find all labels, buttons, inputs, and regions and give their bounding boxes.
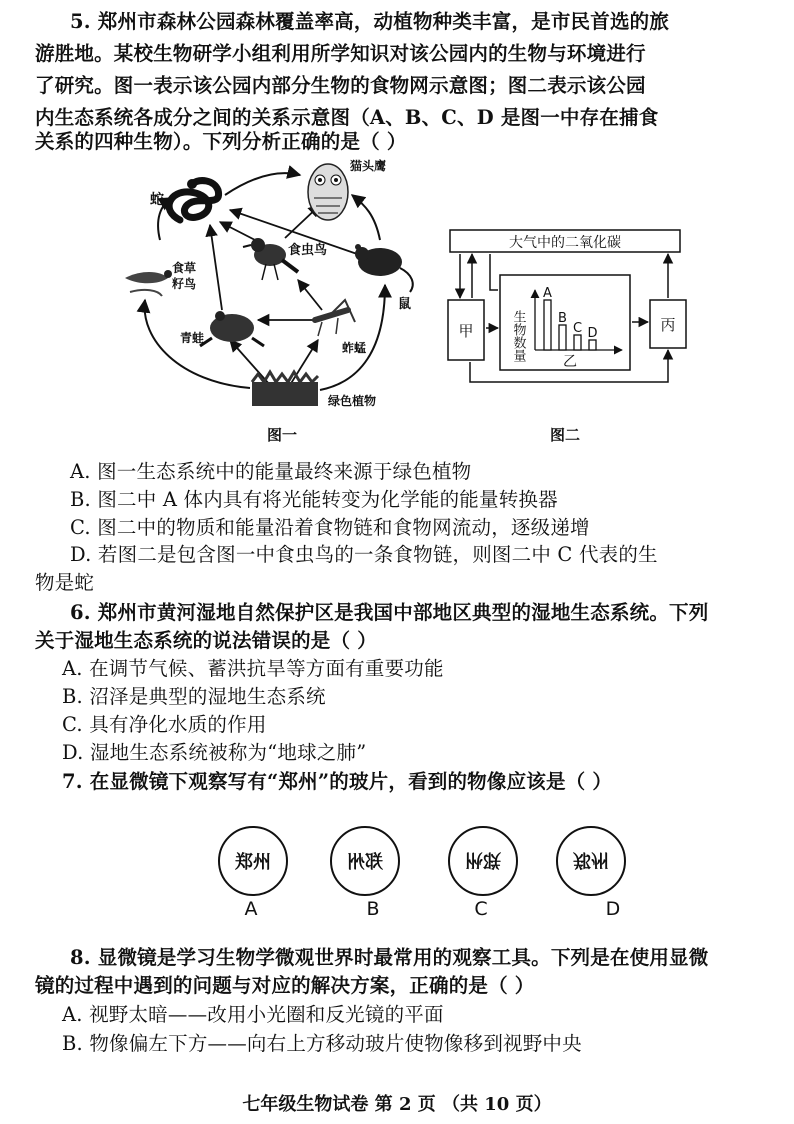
owl-icon — [308, 164, 348, 220]
q6-option-b: B. 沼泽是典型的湿地生态系统 — [62, 685, 326, 708]
frog-icon — [200, 311, 264, 346]
bing-label: 丙 — [660, 316, 676, 334]
arrow-frog-to-snake — [210, 225, 222, 310]
arrow-plant-to-mouse — [320, 285, 385, 390]
q5-stem-line: 5. 郑州市森林公园森林覆盖率高，动植物种类丰富，是市民首选的旅 — [70, 10, 670, 33]
label-snake: 蛇 — [150, 192, 164, 208]
bar-label-c: C — [572, 321, 583, 336]
q5-stem-line: 了研究。图一表示该公园内部分生物的食物网示意图；图二表示该公园 — [35, 74, 646, 97]
figure-2-ecosystem — [448, 230, 686, 444]
arrow-insectbird-to-snake — [220, 222, 255, 240]
arrow-yi-to-co2 — [490, 254, 498, 290]
bar-a — [544, 300, 551, 350]
bar-c — [574, 335, 581, 350]
q7-circle-a-text: 郑州 — [235, 852, 271, 873]
q5-stem-line: 内生态系统各成分之间的关系示意图（A、B、C、D 是图一中存在捕食 — [35, 106, 659, 129]
arrow-mouse-to-owl — [352, 195, 380, 240]
arrow-grasshopper-to-insectbird — [298, 280, 322, 310]
figure-1-food-web — [125, 158, 413, 444]
q7-circle-c[interactable] — [448, 826, 518, 896]
label-seedbird-1: 食草 — [172, 261, 197, 275]
label-grasshopper: 蚱蜢 — [342, 341, 367, 355]
q5-stem-line: 关系的四种生物）。下列分析正确的是（ ） — [35, 130, 407, 153]
q6-option-c: C. 具有净化水质的作用 — [62, 713, 267, 736]
label-mouse: 鼠 — [398, 297, 412, 312]
arrow-plant-to-frog — [230, 340, 270, 385]
q7-label-d: D — [605, 898, 621, 920]
label-plant: 绿色植物 — [328, 394, 377, 408]
bar-label-a: A — [543, 286, 552, 301]
label-owl: 猫头鹰 — [350, 159, 387, 173]
co2-label: 大气中的二氧化碳 — [509, 235, 621, 251]
q7-label-b: B — [366, 898, 380, 920]
q6-option-a: A. 在调节气候、蓄洪抗旱等方面有重要功能 — [62, 657, 444, 680]
bar-label-d: D — [587, 326, 598, 341]
q6-stem-line: 6. 郑州市黄河湿地自然保护区是我国中部地区典型的湿地生态系统。下列 — [70, 601, 709, 624]
q5-option-d: D. 若图二是包含图一中食虫鸟的一条食物链，则图二中 C 代表的生 — [70, 543, 658, 566]
q7-circle-c-text: 郑州 — [465, 849, 501, 870]
snake-icon — [169, 179, 218, 220]
bar-d — [589, 340, 596, 350]
arrow-snake-to-owl — [225, 173, 300, 195]
q6-option-d: D. 湿地生态系统被称为“地球之肺” — [62, 741, 367, 764]
q8-option-b: B. 物像偏左下方——向右上方移动玻片使物像移到视野中央 — [62, 1032, 582, 1055]
q7-label-c: C — [474, 898, 488, 920]
plant-icon — [252, 372, 318, 406]
q7-stem: 7. 在显微镜下观察写有“郑州”的玻片，看到的物像应该是（ ） — [62, 770, 613, 793]
label-insectbird: 食虫鸟 — [288, 243, 328, 258]
jia-label: 甲 — [458, 322, 474, 340]
label-frog: 青蛙 — [180, 331, 205, 345]
grasshopper-icon — [315, 300, 355, 336]
figure-1-caption: 图一 — [266, 426, 298, 444]
yi-ylabel: 生物数量 — [510, 310, 526, 362]
seedbird-icon — [125, 270, 172, 296]
q6-stem-line: 关于湿地生态系统的说法错误的是（ ） — [35, 629, 377, 652]
q5-option-a: A. 图一生态系统中的能量最终来源于绿色植物 — [70, 460, 472, 483]
q8-stem-line: 镜的过程中遇到的问题与对应的解决方案，正确的是（ ） — [35, 974, 535, 997]
q7-label-a: A — [244, 898, 258, 920]
page-footer: 七年级生物试卷 第 2 页 （共 10 页） — [242, 1094, 552, 1115]
q7-circle-a[interactable] — [218, 826, 288, 896]
label-seedbird-2: 籽鸟 — [172, 277, 197, 291]
mouse-icon — [355, 244, 413, 292]
q8-option-a: A. 视野太暗——改用小光圈和反光镜的平面 — [62, 1003, 444, 1026]
bar-label-b: B — [558, 311, 567, 326]
bar-b — [559, 325, 566, 350]
q5-figures — [0, 150, 794, 450]
q5-option-d-cont: 物是蛇 — [35, 571, 95, 594]
q5-stem-line: 游胜地。某校生物研学小组利用所学知识对该公园内的生物与环境进行 — [35, 42, 646, 65]
q8-stem-line: 8. 显微镜是学习生物学微观世界时最常用的观察工具。下列是在使用显微 — [70, 946, 709, 969]
q5-option-c: C. 图二中的物质和能量沿着食物链和食物网流动，逐级递增 — [70, 516, 590, 539]
q5-option-b: B. 图二中 A 体内具有将光能转变为化学能的能量转换器 — [70, 488, 558, 511]
yi-label: 乙 — [563, 354, 577, 370]
figure-2-caption: 图二 — [549, 426, 581, 444]
q7-circle-b[interactable] — [330, 826, 400, 896]
q7-circle-d-text: 郑州 — [573, 849, 609, 870]
q7-circle-d[interactable] — [556, 826, 626, 896]
q7-circle-b-text: 郑州 — [347, 852, 383, 873]
